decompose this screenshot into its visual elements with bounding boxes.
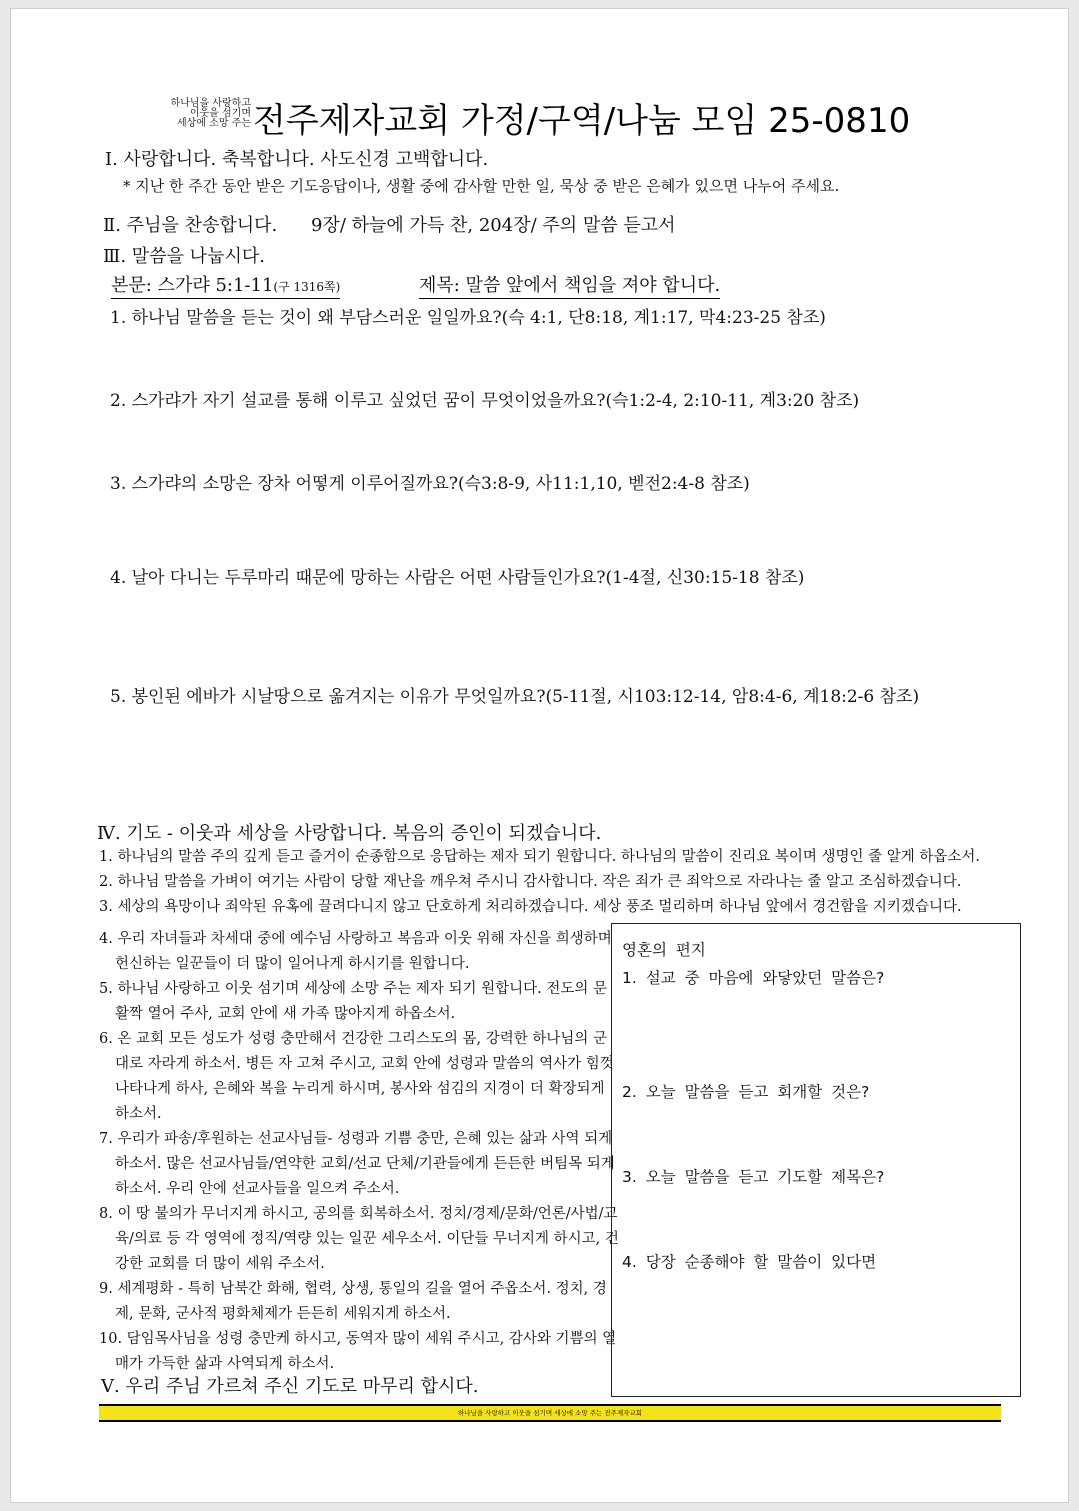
scripture-page: (구 1316쪽) — [273, 280, 341, 294]
prayer-item: 10. 담임목사님을 성령 충만케 하시고, 동역자 많이 세워 주시고, 감사와 기쁨의 열매가 가득한 삶과 사역되게 하소서. — [99, 1331, 617, 1372]
soul-letter-question: 4. 당장 순종해야 할 말씀이 있다면 — [622, 1253, 877, 1271]
soul-letter-question: 2. 오늘 말씀을 듣고 회개할 것은? — [622, 1083, 870, 1101]
tagline-line: 세상에 소망 주는 — [177, 118, 251, 129]
section-4-heading: Ⅳ. 기도 - 이웃과 세상을 사랑합니다. 복음의 증인이 되겠습니다. — [97, 823, 602, 844]
page-title: 전주제자교회 가정/구역/나눔 모임 25-0810 — [253, 101, 911, 141]
sermon-title: 제목: 말씀 앞에서 책임을 져야 합니다. — [419, 271, 720, 299]
soul-letter-title: 영혼의 편지 — [622, 941, 706, 959]
church-tagline — [151, 99, 251, 129]
section-3-heading: Ⅲ. 말씀을 나눕시다. — [103, 246, 265, 267]
footer-bar: 하나님을 사랑하고 이웃을 섬기며 세상에 소망 주는 전주제자교회 — [99, 1404, 1001, 1422]
section-2-heading: Ⅱ. 주님을 찬송합니다. — [103, 215, 278, 236]
scripture-text: 본문: 스가랴 5:1-11 — [111, 275, 274, 296]
discussion-question: 2. 스가랴가 자기 설교를 통해 이루고 싶었던 꿈이 무엇이었을까요?(슥1:2-4, 2:10-11, 계3:20 참조) — [110, 391, 860, 411]
discussion-question: 1. 하나님 말씀을 듣는 것이 왜 부담스러운 일일까요?(슥 4:1, 단8:18, 계1:17, 막4:23-25 참조) — [110, 308, 826, 328]
prayer-item: 2. 하나님 말씀을 가벼이 여기는 사람이 당할 재난을 깨우쳐 주시니 감사합니다. 작은 죄가 큰 죄악으로 자라나는 줄 알고 조심하겠습니다. — [99, 874, 962, 890]
prayer-item: 1. 하나님의 말씀 주의 깊게 듣고 즐거이 순종함으로 응답하는 제자 되기 원합니다. 하나님의 말씀이 진리요 복이며 생명인 줄 알게 하옵소서. — [99, 849, 981, 865]
prayer-item: 6. 온 교회 모든 성도가 성령 충만해서 건강한 그리스도의 몸, 강력한 하나님의 군대로 자라게 하소서. 병든 자 고쳐 주시고, 교회 안에 성령과 말씀의 역사가 힘껏 나타나게 하사, 은혜와 복을 누리게 하시며, 봉사와 섬김의 지경이 더 확장되게 하소서. — [99, 1031, 614, 1122]
tagline-line: 이웃을 섬기며 — [189, 108, 251, 119]
discussion-question: 3. 스가랴의 소망은 장차 어떻게 이루어질까요?(슥3:8-9, 사11:1,10, 벧전2:4-8 참조) — [110, 474, 750, 494]
hymn-list: 9장/ 하늘에 가득 찬, 204장/ 주의 말씀 듣고서 — [311, 215, 676, 236]
prayer-list — [99, 927, 619, 1377]
prayer-item: 8. 이 땅 불의가 무너지게 하시고, 공의를 회복하소서. 정치/경제/문화/언론/사법/교육/의료 등 각 영역에 정직/역량 있는 일꾼 세우소서. 이단들 무너지게 하시고, 건강한 교회를 더 많이 세워 주소서. — [99, 1206, 619, 1272]
section-1-note: * 지난 한 주간 동안 받은 기도응답이나, 생활 중에 감사할 만한 일, 묵상 중 받은 은혜가 있으면 나누어 주세요. — [123, 177, 840, 195]
prayer-item: 3. 세상의 욕망이나 죄악된 유혹에 끌려다니지 않고 단호하게 처리하겠습니다. 세상 풍조 멀리하며 하나님 앞에서 경건함을 지키겠습니다. — [99, 899, 962, 915]
prayer-item: 4. 우리 자녀들과 차세대 중에 예수님 사랑하고 복음과 이웃 위해 자신을 희생하며 헌신하는 일꾼들이 더 많이 일어나게 하시기를 원합니다. — [99, 931, 612, 972]
scripture-reference — [111, 271, 340, 299]
section-5-heading: Ⅴ. 우리 주님 가르쳐 주신 기도로 마무리 합시다. — [101, 1376, 479, 1397]
soul-letter-box — [611, 923, 1021, 1397]
document-page — [10, 8, 1069, 1503]
prayer-item: 7. 우리가 파송/후원하는 선교사님들- 성령과 기쁨 충만, 은혜 있는 삶과 사역 되게 하소서. 많은 선교사님들/연약한 교회/선교 단체/기관들에게 든든한 버팀목 되게 하소서. 우리 안에 선교사들을 일으켜 주소서. — [99, 1131, 615, 1197]
soul-letter-question: 3. 오늘 말씀을 듣고 기도할 제목은? — [622, 1168, 885, 1186]
prayer-item: 9. 세계평화 - 특히 남북간 화해, 협력, 상생, 통일의 길을 열어 주옵소서. 정치, 경제, 문화, 군사적 평화체제가 든든히 세워지게 하소서. — [99, 1281, 607, 1322]
soul-letter-question: 1. 설교 중 마음에 와닿았던 말씀은? — [622, 969, 885, 987]
prayer-item: 5. 하나님 사랑하고 이웃 섬기며 세상에 소망 주는 제자 되기 원합니다. 전도의 문 활짝 열어 주사, 교회 안에 새 가족 많아지게 하옵소서. — [99, 981, 607, 1022]
discussion-question: 5. 봉인된 에바가 시날땅으로 옮겨지는 이유가 무엇일까요?(5-11절, 시103:12-14, 암8:4-6, 계18:2-6 참조) — [110, 687, 920, 707]
tagline-line: 하나님을 사랑하고 — [170, 98, 251, 109]
discussion-question: 4. 날아 다니는 두루마리 때문에 망하는 사람은 어떤 사람들인가요?(1-4절, 신30:15-18 참조) — [110, 568, 805, 588]
section-1-heading: Ⅰ. 사랑합니다. 축복합니다. 사도신경 고백합니다. — [105, 149, 489, 170]
